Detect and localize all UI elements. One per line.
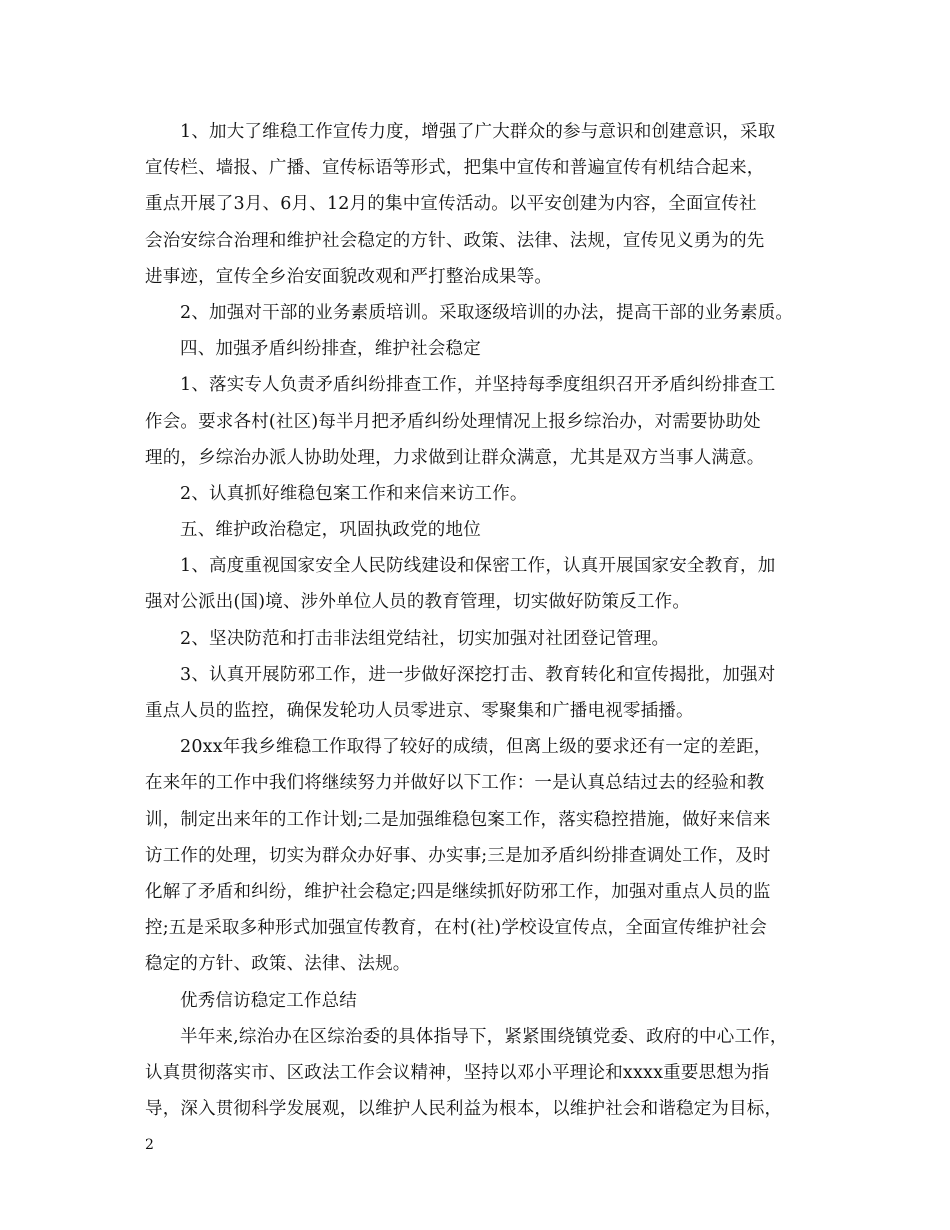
paragraph-line: 2、认真抓好维稳包案工作和来信来访工作。 [180, 483, 528, 504]
paragraph-line: 宣传栏、墙报、广播、宣传标语等形式，把集中宣传和普遍宣传有机结合起来， [145, 158, 765, 179]
paragraph-line: 3、认真开展防邪工作，进一步做好深挖打击、教育转化和宣传揭批，加强对 [180, 664, 776, 685]
paragraph-line: 1、高度重视国家安全人民防线建设和保密工作，认真开展国家安全教育，加 [180, 556, 776, 577]
section-heading: 四、加强矛盾纠纷排查，维护社会稳定 [180, 339, 481, 360]
paragraph-line: 化解了矛盾和纠纷，维护社会稳定;四是继续抓好防邪工作，加强对重点人员的监 [145, 881, 771, 902]
document-body [145, 114, 835, 1127]
paragraph-line: 训，制定出来年的工作计划;二是加强维稳包案工作，落实稳控措施，做好来信来 [145, 809, 771, 830]
paragraph-line: 强对公派出(国)境、涉外单位人员的教育管理，切实做好防策反工作。 [145, 592, 691, 613]
paragraph-line: 进事迹，宣传全乡治安面貌改观和严打整治成果等。 [145, 266, 553, 287]
paragraph-line: 会治安综合治理和维护社会稳定的方针、政策、法律、法规，宣传见义勇为的先 [145, 230, 765, 251]
paragraph-line: 半年来,综治办在区综治委的具体指导下，紧紧围绕镇党委、政府的中心工作， [180, 1026, 788, 1047]
paragraph-line: 重点开展了3月、6月、12月的集中宣传活动。以平安创建为内容，全面宣传社 [145, 194, 757, 215]
paragraph-line: 控;五是采取多种形式加强宣传教育，在村(社)学校设宣传点，全面宣传维护社会 [145, 918, 767, 939]
paragraph-line: 20xx年我乡维稳工作取得了较好的成绩，但离上级的要求还有一定的差距， [180, 737, 772, 758]
paragraph-line: 访工作的处理，切实为群众办好事、办实事;三是加矛盾纠纷排查调处工作，及时 [145, 845, 771, 866]
page-number: 2 [145, 1137, 154, 1153]
paragraph-line: 2、加强对干部的业务素质培训。采取逐级培训的办法，提高干部的业务素质。 [180, 302, 794, 323]
paragraph-line: 作会。要求各村(社区)每半月把矛盾纠纷处理情况上报乡综治办，对需要协助处 [145, 411, 761, 432]
paragraph-line: 1、加大了维稳工作宣传力度，增强了广大群众的参与意识和创建意识，采取 [180, 122, 776, 142]
paragraph-line: 重点人员的监控，确保发轮功人员零进京、零聚集和广播电视零插播。 [145, 701, 694, 721]
paragraph-line: 2、坚决防范和打击非法组党结社，切实加强对社团登记管理。 [180, 628, 670, 649]
paragraph-line: 理的，乡综治办派人协助处理，力求做到让群众满意，尤其是双方当事人满意。 [145, 447, 765, 468]
paragraph-line: 在来年的工作中我们将继续努力并做好以下工作：一是认真总结过去的经验和教 [145, 773, 765, 794]
document-subtitle: 优秀信访稳定工作总结 [180, 990, 357, 1011]
paragraph-line: 认真贯彻落实市、区政法工作会议精神，坚持以邓小平理论和xxxx重要思想为指 [145, 1062, 770, 1083]
section-heading: 五、维护政治稳定，巩固执政党的地位 [180, 520, 481, 541]
paragraph-line: 导，深入贯彻科学发展观，以维护人民利益为根本，以维护社会和谐稳定为目标， [145, 1099, 783, 1120]
paragraph-line: 稳定的方针、政策、法律、法规。 [145, 954, 411, 975]
paragraph-line: 1、落实专人负责矛盾纠纷排查工作，并坚持每季度组织召开矛盾纠纷排查工 [180, 375, 776, 396]
